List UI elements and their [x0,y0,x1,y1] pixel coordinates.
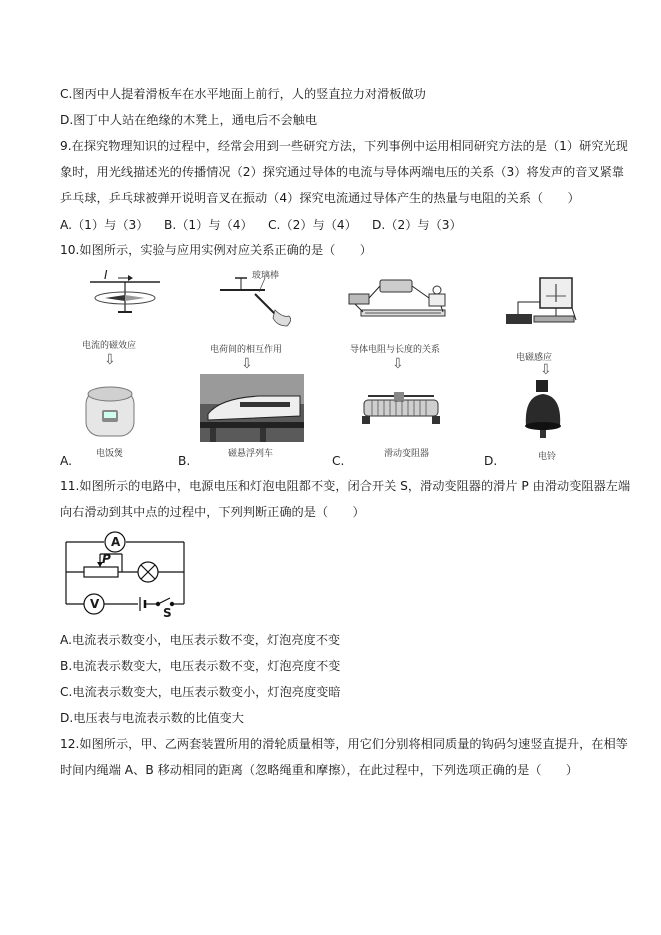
q10-rheostat-image [360,390,442,426]
q11-option-c: C.电流表示数变大，电压表示数变小，灯泡亮度变暗 [60,685,341,699]
option-d-previous: D.图丁中人站在绝缘的木凳上，通电后不会触电 [60,113,318,127]
q10-option-c: C. [332,454,345,468]
q11-option-a: A.电流表示数变小，电压表示数不变，灯泡亮度不变 [60,633,341,647]
q10-option-d: D. [484,454,498,468]
q9-option-b: B.（1）与（4） [164,218,253,232]
q10-fig-d-em-induction [500,276,580,338]
q10-current-label: I [104,268,108,282]
q10-electric-bell-image [520,380,566,442]
q10-stem: 10.如图所示，实验与应用实例对应关系正确的是（ ） [60,243,372,257]
q10-option-b: B. [178,454,191,468]
q10-glass-rod-label: 玻璃棒 [252,271,280,281]
q10-caption-maglev-train: 磁悬浮列车 [228,449,274,459]
q9-stem-line-1: 9.在探究物理知识的过程中，经常会用到一些研究方法，下列事例中运用相同研究方法的是（1）研究光现 [60,139,628,153]
q10-caption-rheostat: 滑动变阻器 [384,449,430,459]
q10-fig-a-magnetic-effect [80,268,170,330]
option-c-previous: C.图丙中人提着滑板车在水平地面上前行，人的竖直拉力对滑板做功 [60,87,426,101]
q12-stem-line-1: 12.如图所示，甲、乙两套装置所用的滑轮质量相等，用它们分别将相同质量的钩码匀速竖直提升，在相等 [60,737,628,751]
q10-option-a: A. [60,454,72,468]
q10-arrow-d: ⇩ [540,362,552,378]
q11-ammeter-label: A [111,535,121,549]
q10-fig-c-resistance-length [345,278,455,326]
q10-caption-magnetic-effect: 电流的磁效应 [82,341,137,351]
q9-option-c: C.（2）与（4） [268,218,357,232]
q9-option-a: A.（1）与（3） [60,218,149,232]
q11-slider-label: P [102,552,111,566]
q11-voltmeter-label: V [90,597,100,611]
q12-stem-line-2: 时间内绳端 A、B 移动相同的距离（忽略绳重和摩擦），在此过程中，下列选项正确的是（ ） [60,763,579,777]
q10-caption-electric-bell: 电铃 [538,452,557,462]
q10-caption-charge-interaction: 电荷间的相互作用 [210,345,283,355]
q10-arrow-c: ⇩ [392,356,404,372]
q10-caption-em-induction: 电磁感应 [516,353,553,363]
q11-option-d: D.电压表与电流表示数的比值变大 [60,711,244,725]
q10-maglev-train-image [200,374,304,442]
q10-rice-cooker-image [80,380,140,442]
q10-arrow-a: ⇩ [104,352,116,368]
q9-stem-line-3: 乒乓球，乒乓球被弹开说明音叉在振动（4）探究电流通过导体产生的热量与电阻的关系（ ） [60,191,580,205]
q11-switch-label: S [163,606,172,620]
q11-stem-line-2: 向右滑动到其中点的过程中，下列判断正确的是（ ） [60,505,365,519]
q11-stem-line-1: 11.如图所示的电路中，电源电压和灯泡电阻都不变，闭合开关 S，滑动变阻器的滑片 P 由滑动变阻器左端 [60,479,631,493]
q10-caption-rice-cooker: 电饭煲 [96,449,124,459]
q11-circuit-diagram [60,530,200,620]
q10-fig-b-charge-interaction [205,270,295,332]
q10-caption-resistance-length: 导体电阻与长度的关系 [350,345,441,355]
q9-stem-line-2: 象时，用光线描述光的传播情况（2）探究通过导体的电流与导体两端电压的关系（3）将发声的音叉紧靠 [60,165,624,179]
q11-option-b: B.电流表示数变大，电压表示数不变，灯泡亮度不变 [60,659,341,673]
q10-arrow-b: ⇩ [241,356,253,372]
q9-option-d: D.（2）与（3） [372,218,462,232]
